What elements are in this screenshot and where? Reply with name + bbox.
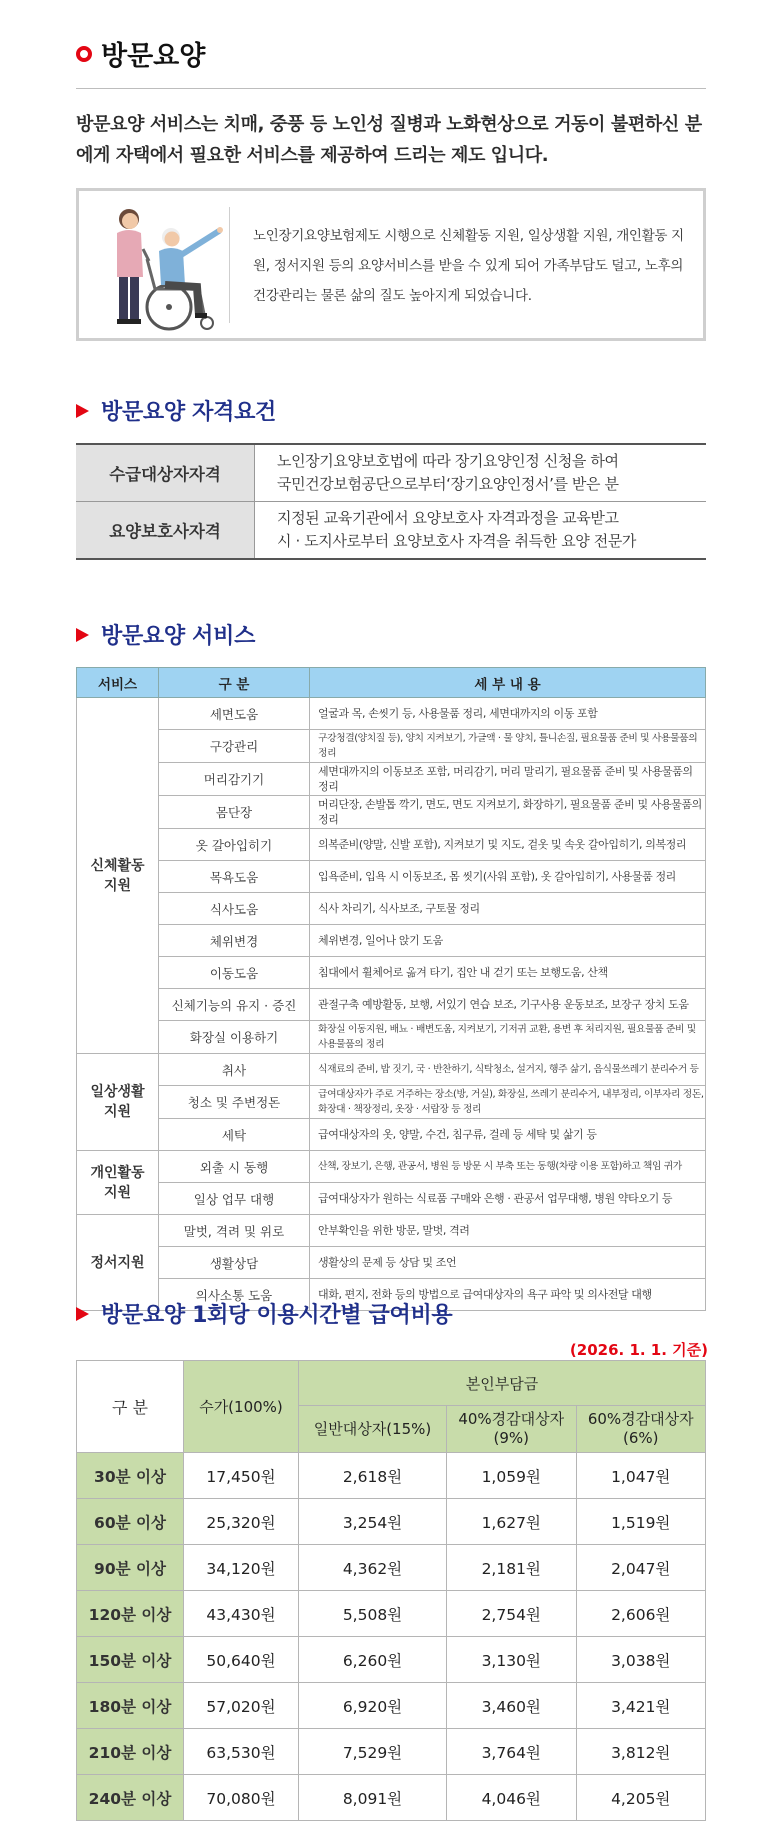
column-header: 구 분 [159, 668, 310, 698]
service-item: 목욕도움 [159, 861, 310, 893]
table-row [77, 730, 706, 763]
cost-cell: 50,640원 [184, 1637, 299, 1683]
table-row [77, 1247, 706, 1279]
duration-cell: 30분 이상 [77, 1453, 184, 1499]
cost-cell: 6,920원 [299, 1683, 447, 1729]
cost-cell: 2,754원 [447, 1591, 577, 1637]
service-detail: 식사 차리기, 식사보조, 구토물 정리 [310, 893, 706, 925]
service-item: 의사소통 도움 [159, 1279, 310, 1311]
service-detail: 얼굴과 목, 손씻기 등, 사용물품 정리, 세면대까지의 이동 포함 [310, 698, 706, 730]
table-row [77, 1499, 706, 1545]
qualifications-table [76, 443, 706, 560]
service-detail: 머리단장, 손발톱 깍기, 면도, 면도 지켜보기, 화장하기, 필요물품 준비 및 사용물품의 정리 [310, 796, 706, 829]
service-detail: 세면대까지의 이동보조 포함, 머리감기, 머리 말리기, 필요물품 준비 및 사용물품의 정리 [310, 763, 706, 796]
cost-cell: 34,120원 [184, 1545, 299, 1591]
table-row [77, 1183, 706, 1215]
column-header: 40%경감대상자 (9%) [447, 1406, 577, 1453]
circle-bullet-icon [76, 46, 92, 62]
duration-cell: 180분 이상 [77, 1683, 184, 1729]
table-row [77, 1453, 706, 1499]
service-item: 외출 시 동행 [159, 1151, 310, 1183]
service-category: 신체활동 지원 [77, 698, 159, 1054]
service-item: 몸단장 [159, 796, 310, 829]
cost-cell: 2,618원 [299, 1453, 447, 1499]
table-row [76, 502, 706, 560]
callout-divider [229, 207, 230, 323]
triangle-bullet-icon [76, 628, 89, 642]
table-row [77, 796, 706, 829]
duration-cell: 60분 이상 [77, 1499, 184, 1545]
cost-cell: 3,460원 [447, 1683, 577, 1729]
table-row [77, 957, 706, 989]
table-row [76, 444, 706, 502]
cost-cell: 63,530원 [184, 1729, 299, 1775]
duration-cell: 240분 이상 [77, 1775, 184, 1821]
service-detail: 대화, 편지, 전화 등의 방법으로 급여대상자의 욕구 파악 및 의사전달 대행 [310, 1279, 706, 1311]
qualification-label: 수급대상자자격 [76, 444, 255, 502]
cost-cell: 43,430원 [184, 1591, 299, 1637]
cost-cell: 2,181원 [447, 1545, 577, 1591]
column-header: 수가(100%) [184, 1361, 299, 1453]
table-header-row [77, 1361, 706, 1406]
service-category: 정서지원 [77, 1215, 159, 1311]
date-note: (2026. 1. 1. 기준) [569, 1341, 708, 1359]
service-detail: 급여대상자의 옷, 양말, 수건, 침구류, 걸레 등 세탁 및 삶기 등 [310, 1119, 706, 1151]
page-title [76, 34, 205, 73]
page-title-text: 방문요양 [101, 41, 206, 72]
duration-cell: 210분 이상 [77, 1729, 184, 1775]
section-title-text: 방문요양 1회당 이용시간별 급여비용 [101, 1303, 453, 1328]
table-row [77, 989, 706, 1021]
cost-cell: 1,627원 [447, 1499, 577, 1545]
description-line: 노인장기요양보호법에 따라 장기요양인정 신청을 하여 [277, 452, 619, 470]
cost-cell: 7,529원 [299, 1729, 447, 1775]
intro-text: 방문요양 서비스는 치매, 중풍 등 노인성 질병과 노화현상으로 거동이 불편하신 분에게 자택에서 필요한 서비스를 제공하여 드리는 제도 입니다. [76, 114, 702, 166]
services-table-body [77, 698, 706, 1311]
cost-cell: 2,047원 [576, 1545, 706, 1591]
table-row [77, 829, 706, 861]
callout-text: 노인장기요양보험제도 시행으로 신체활동 지원, 일상생활 지원, 개인활동 지원, 정서지원 등의 요양서비스를 받을 수 있게 되어 가족부담도 덜고, 노후의 건강관리는 물론 삶의 질도 높아지게 되었습니다. [253, 228, 684, 304]
table-row [77, 1054, 706, 1086]
service-item: 세면도움 [159, 698, 310, 730]
cost-cell: 8,091원 [299, 1775, 447, 1821]
table-row [77, 1215, 706, 1247]
duration-cell: 90분 이상 [77, 1545, 184, 1591]
column-header: 60%경감대상자 (6%) [576, 1406, 706, 1453]
table-row [77, 698, 706, 730]
service-detail: 급여대상자가 주로 거주하는 장소(방, 거실), 화장실, 쓰레기 분리수거, 내부정리, 이부자리 정돈, 화장대 · 책장정리, 옷장 · 서랍장 등 정리 [310, 1086, 706, 1119]
cost-cell: 3,038원 [576, 1637, 706, 1683]
service-detail: 관절구축 예방활동, 보행, 서있기 연습 보조, 기구사용 운동보조, 보장구 장치 도움 [310, 989, 706, 1021]
duration-cell: 150분 이상 [77, 1637, 184, 1683]
table-row [77, 1119, 706, 1151]
cost-table-body [77, 1453, 706, 1821]
cost-cell: 3,254원 [299, 1499, 447, 1545]
service-item: 식사도움 [159, 893, 310, 925]
cost-cell: 17,450원 [184, 1453, 299, 1499]
table-row [77, 1775, 706, 1821]
qualification-description [255, 502, 707, 560]
service-category: 일상생활 지원 [77, 1054, 159, 1151]
service-item: 신체기능의 유지 · 증진 [159, 989, 310, 1021]
service-detail: 급여대상자가 원하는 식료품 구매와 은행 · 관공서 업무대행, 병원 약타오기 등 [310, 1183, 706, 1215]
column-header: 세 부 내 용 [310, 668, 706, 698]
table-row [77, 1637, 706, 1683]
cost-cell: 1,059원 [447, 1453, 577, 1499]
service-item: 구강관리 [159, 730, 310, 763]
table-row [77, 1545, 706, 1591]
table-row [77, 1021, 706, 1054]
column-header: 서비스 [77, 668, 159, 698]
cost-cell: 57,020원 [184, 1683, 299, 1729]
description-line: 시 · 도지사로부터 요양보호사 자격을 취득한 요양 전문가 [277, 532, 637, 550]
column-header: 본인부담금 [299, 1361, 706, 1406]
table-row [77, 1151, 706, 1183]
section-title-services [76, 619, 255, 650]
cost-cell: 1,047원 [576, 1453, 706, 1499]
table-header-row [77, 668, 706, 698]
duration-cell: 120분 이상 [77, 1591, 184, 1637]
service-detail: 식재료의 준비, 밥 짓기, 국 · 반찬하기, 식탁청소, 설거지, 행주 삶기, 음식물쓰레기 분리수거 등 [310, 1054, 706, 1086]
table-row [77, 1683, 706, 1729]
service-item: 이동도움 [159, 957, 310, 989]
description-line: 지정된 교육기관에서 요양보호사 자격과정을 교육받고 [277, 509, 619, 527]
cost-cell: 3,812원 [576, 1729, 706, 1775]
service-detail: 의복준비(양말, 신발 포함), 지켜보기 및 지도, 겉옷 및 속옷 갈아입히기, 의복정리 [310, 829, 706, 861]
table-row [77, 763, 706, 796]
column-header: 구 분 [77, 1361, 184, 1453]
cost-cell: 2,606원 [576, 1591, 706, 1637]
service-item: 세탁 [159, 1119, 310, 1151]
qualification-label: 요양보호사자격 [76, 502, 255, 560]
cost-table [76, 1360, 706, 1821]
cost-cell: 25,320원 [184, 1499, 299, 1545]
service-item: 일상 업무 대행 [159, 1183, 310, 1215]
cost-cell: 3,130원 [447, 1637, 577, 1683]
services-table [76, 667, 706, 1311]
section-title-qualifications [76, 395, 276, 426]
service-category: 개인활동 지원 [77, 1151, 159, 1215]
service-item: 체위변경 [159, 925, 310, 957]
triangle-bullet-icon [76, 1307, 89, 1321]
service-item: 생활상담 [159, 1247, 310, 1279]
info-callout [76, 188, 706, 341]
section-title-text: 방문요양 서비스 [101, 624, 256, 649]
table-row [77, 893, 706, 925]
cost-cell: 6,260원 [299, 1637, 447, 1683]
cost-cell: 5,508원 [299, 1591, 447, 1637]
service-detail: 침대에서 휠체어로 옮겨 타기, 집안 내 걷기 또는 보행도움, 산책 [310, 957, 706, 989]
service-item: 옷 갈아입히기 [159, 829, 310, 861]
service-item: 화장실 이용하기 [159, 1021, 310, 1054]
title-divider [76, 88, 706, 89]
cost-cell: 4,046원 [447, 1775, 577, 1821]
service-item: 말벗, 격려 및 위로 [159, 1215, 310, 1247]
service-detail: 안부확인을 위한 방문, 말벗, 격려 [310, 1215, 706, 1247]
caregiver-wheelchair-illustration [99, 199, 229, 334]
cost-cell: 70,080원 [184, 1775, 299, 1821]
triangle-bullet-icon [76, 404, 89, 418]
cost-cell: 4,205원 [576, 1775, 706, 1821]
table-row [77, 1086, 706, 1119]
section-title-text: 방문요양 자격요건 [101, 400, 276, 425]
service-item: 청소 및 주변정돈 [159, 1086, 310, 1119]
service-detail: 구강청결(양치질 등), 양치 지켜보기, 가글액 · 물 양치, 틀니손질, 필요물품 준비 및 사용물품의 정리 [310, 730, 706, 763]
table-row [77, 861, 706, 893]
table-row [77, 925, 706, 957]
description-line: 국민건강보험공단으로부터‘장기요양인정서’를 받은 분 [277, 475, 619, 493]
cost-cell: 3,764원 [447, 1729, 577, 1775]
cost-cell: 4,362원 [299, 1545, 447, 1591]
service-item: 취사 [159, 1054, 310, 1086]
service-item: 머리감기기 [159, 763, 310, 796]
cost-cell: 1,519원 [576, 1499, 706, 1545]
service-detail: 생활상의 문제 등 상담 및 조언 [310, 1247, 706, 1279]
cost-cell: 3,421원 [576, 1683, 706, 1729]
qualification-description [255, 444, 707, 502]
section-title-costs [76, 1298, 452, 1329]
table-row [77, 1591, 706, 1637]
service-detail: 화장실 이동지원, 배뇨 · 배변도움, 지켜보기, 기저귀 교환, 용변 후 처리지원, 필요물품 준비 및 사용물품의 정리 [310, 1021, 706, 1054]
service-detail: 체위변경, 일어나 앉기 도움 [310, 925, 706, 957]
service-detail: 산책, 장보기, 은행, 관공서, 병원 등 방문 시 부축 또는 동행(차량 이용 포함)하고 책임 귀가 [310, 1151, 706, 1183]
column-header: 일반대상자(15%) [299, 1406, 447, 1453]
service-detail: 입욕준비, 입욕 시 이동보조, 몸 씻기(사워 포함), 옷 갈아입히기, 사용물품 정리 [310, 861, 706, 893]
table-row [77, 1729, 706, 1775]
